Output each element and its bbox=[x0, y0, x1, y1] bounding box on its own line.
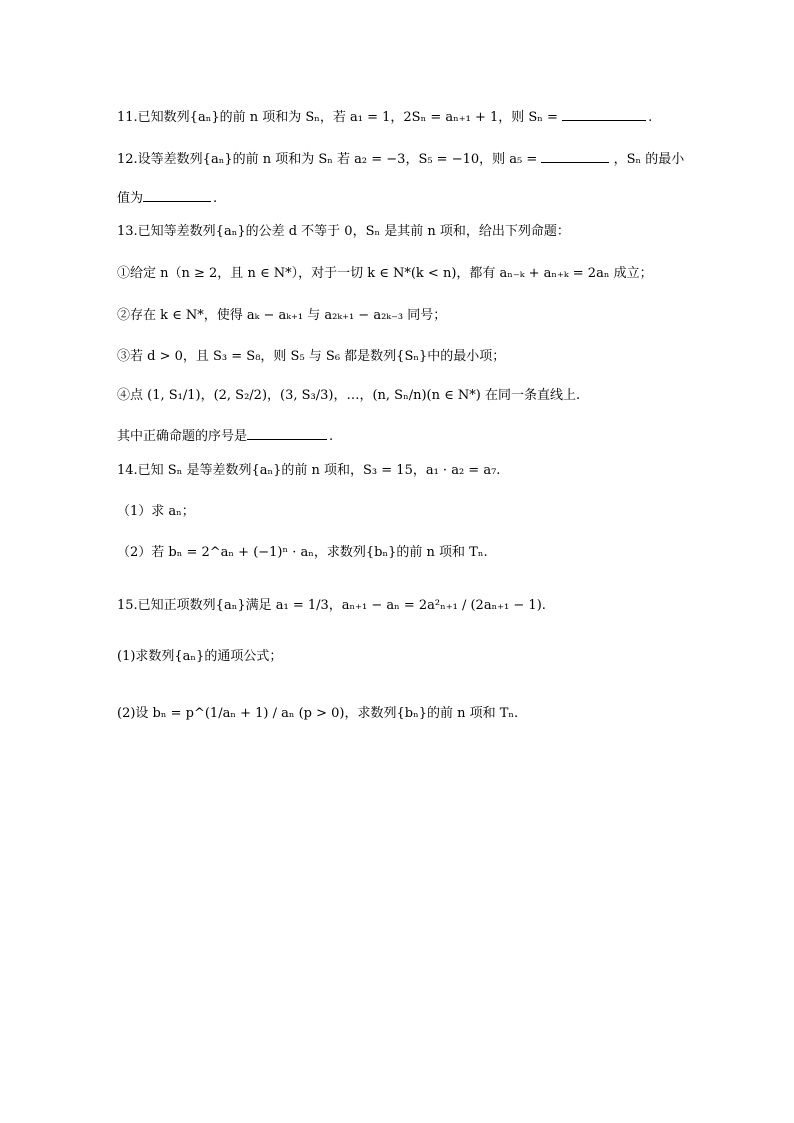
question-12-text: 12.设等差数列{aₙ}的前 n 项和为 Sₙ 若 a₂ = −3，S₅ = −10，则 a₅ = bbox=[117, 152, 538, 167]
question-12-line2 bbox=[117, 187, 754, 209]
question-12-mid: ，Sₙ 的最小 bbox=[613, 152, 685, 167]
question-13-proposition-2: ②存在 k ∈ N*，使得 aₖ − aₖ₊₁ 与 a₂ₖ₊₁ − a₂ₖ₋₃ 同号； bbox=[117, 308, 447, 323]
question-13-ask-text: 其中正确命题的序号是 bbox=[117, 429, 248, 444]
question-15-part-2: (2)设 bₙ = p^(1/aₙ + 1) / aₙ (p > 0)，求数列{bₙ}的前 n 项和 Tₙ. bbox=[117, 706, 519, 721]
question-14-part-2: （2）若 bₙ = 2^aₙ + (−1)ⁿ · aₙ，求数列{bₙ}的前 n 项和 Tₙ. bbox=[117, 545, 488, 560]
question-13-proposition-3: ③若 d > 0，且 S₃ = S₈，则 S₅ 与 S₆ 都是数列{Sₙ}中的最小项； bbox=[117, 349, 506, 364]
question-13-proposition-1: ①给定 n（n ≥ 2，且 n ∈ N*），对于一切 k ∈ N*(k < n)，都有 aₙ₋ₖ + aₙ₊ₖ = 2aₙ 成立； bbox=[117, 266, 653, 281]
question-12 bbox=[117, 148, 754, 170]
question-14-part-1: （1）求 aₙ； bbox=[117, 504, 195, 519]
question-12-end: . bbox=[213, 191, 218, 206]
question-13-ask bbox=[117, 425, 754, 447]
question-11-text: 11.已知数列{aₙ}的前 n 项和为 Sₙ，若 a₁ = 1，2Sₙ = aₙ₊₁ + 1，则 Sₙ = bbox=[117, 110, 558, 125]
answer-blank-11[interactable] bbox=[562, 106, 646, 121]
question-12-line2-text: 值为 bbox=[117, 191, 144, 206]
question-13-proposition-4: ④点 (1, S₁/1)，(2, S₂/2)，(3, S₃/3)，…，(n, Sₙ/n)(n ∈ N*) 在同一条直线上. bbox=[117, 388, 581, 403]
question-11 bbox=[117, 106, 754, 128]
question-15-part-1: (1)求数列{aₙ}的通项公式； bbox=[117, 649, 283, 664]
answer-blank-12a[interactable] bbox=[541, 148, 609, 163]
question-14-stem: 14.已知 Sₙ 是等差数列{aₙ}的前 n 项和，S₃ = 15，a₁ · a₂ = a₇. bbox=[117, 463, 501, 478]
answer-blank-12b[interactable] bbox=[143, 187, 211, 202]
question-15-stem: 15.已知正项数列{aₙ}满足 a₁ = 1/3，aₙ₊₁ − aₙ = 2a²ₙ₊₁ / (2aₙ₊₁ − 1). bbox=[117, 598, 546, 613]
answer-blank-13[interactable] bbox=[247, 425, 327, 440]
question-11-end: . bbox=[648, 110, 653, 125]
question-13-stem: 13.已知等差数列{aₙ}的公差 d 不等于 0，Sₙ 是其前 n 项和，给出下列命题： bbox=[117, 224, 570, 239]
question-13-end: . bbox=[329, 429, 334, 444]
